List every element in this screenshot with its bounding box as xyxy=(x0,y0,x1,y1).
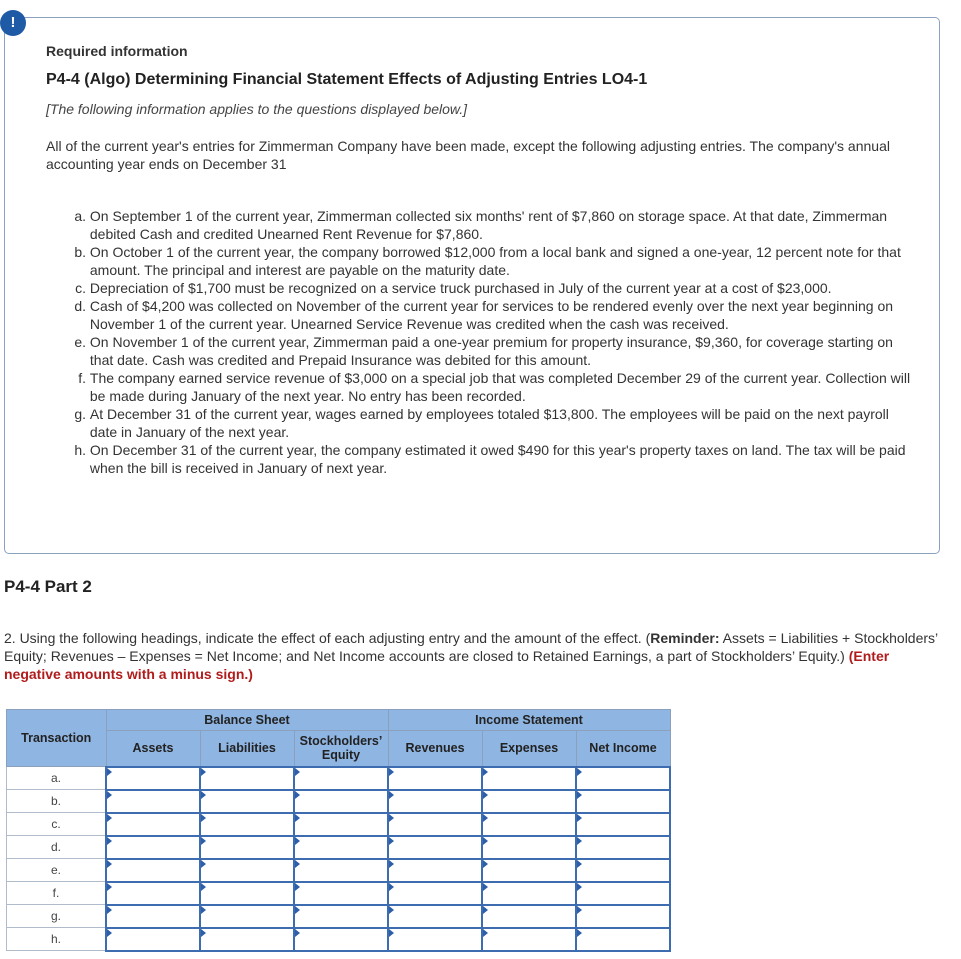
revenues-input[interactable] xyxy=(388,859,482,882)
liabilities-input[interactable] xyxy=(200,859,294,882)
row-label: a. xyxy=(7,767,107,790)
assets-input[interactable] xyxy=(106,836,200,859)
liabilities-input[interactable] xyxy=(200,928,294,951)
net-income-input[interactable] xyxy=(576,790,670,813)
equity-input[interactable] xyxy=(294,928,388,951)
required-info-label: Required information xyxy=(46,43,188,59)
expenses-input[interactable] xyxy=(482,767,576,790)
expenses-input[interactable] xyxy=(482,790,576,813)
table-row xyxy=(7,928,671,951)
list-item: c. Depreciation of $1,700 must be recognized on a service truck purchased in July of the current year at a cost of $23,000. xyxy=(75,280,832,296)
equity-input[interactable] xyxy=(294,836,388,859)
assets-input[interactable] xyxy=(106,790,200,813)
row-label: h. xyxy=(7,928,107,951)
question-text: 2. Using the following headings, indicate the effect of each adjusting entry and the amount of the effect. (Reminder: Assets = Liabilities + Stockholders’ Equity; Revenues – Expenses = Net Income; and Net Income accounts are closed to Retained Earnings, a part of Stockholders’ Equity.) (Enter negative amounts with a minus sign.) xyxy=(4,630,938,682)
group-balance-sheet: Balance Sheet xyxy=(106,710,388,731)
applies-note: [The following information applies to the questions displayed below.] xyxy=(46,101,468,117)
table-row xyxy=(7,813,671,836)
assets-input[interactable] xyxy=(106,928,200,951)
equity-input[interactable] xyxy=(294,767,388,790)
assets-input[interactable] xyxy=(106,905,200,928)
table-row xyxy=(7,767,671,790)
liabilities-input[interactable] xyxy=(200,882,294,905)
net-income-input[interactable] xyxy=(576,859,670,882)
assets-input[interactable] xyxy=(106,767,200,790)
col-transaction: Transaction xyxy=(7,710,107,767)
equity-input[interactable] xyxy=(294,905,388,928)
list-item: d. Cash of $4,200 was collected on November of the current year for services to be rendered evenly over the next year beginning on November 1 of the current year. Unearned Service Revenue was credited when the cash was received. xyxy=(74,298,894,332)
list-item: f. The company earned service revenue of $3,000 on a special job that was completed December 29 of the current year. Collection will be made during January of the next year. No entry has been recorded. xyxy=(78,370,911,404)
liabilities-input[interactable] xyxy=(200,767,294,790)
net-income-input[interactable] xyxy=(576,905,670,928)
group-income-statement: Income Statement xyxy=(388,710,670,731)
revenues-input[interactable] xyxy=(388,767,482,790)
row-label: g. xyxy=(7,905,107,928)
expenses-input[interactable] xyxy=(482,836,576,859)
row-label: d. xyxy=(7,836,107,859)
list-item: e. On November 1 of the current year, Zimmerman paid a one-year premium for property insurance, $9,360, for coverage starting on that date. Cash was credited and Prepaid Insurance was debited for this amount. xyxy=(74,334,893,368)
adjusting-entries-list xyxy=(66,207,916,477)
net-income-input[interactable] xyxy=(576,813,670,836)
row-label: c. xyxy=(7,813,107,836)
col-net-income: Net Income xyxy=(576,731,670,767)
liabilities-input[interactable] xyxy=(200,813,294,836)
col-assets: Assets xyxy=(106,731,200,767)
liabilities-input[interactable] xyxy=(200,836,294,859)
net-income-input[interactable] xyxy=(576,836,670,859)
liabilities-input[interactable] xyxy=(200,790,294,813)
revenues-input[interactable] xyxy=(388,813,482,836)
part-title: P4-4 Part 2 xyxy=(4,577,92,596)
table-row xyxy=(7,790,671,813)
list-item: h. On December 31 of the current year, the company estimated it owed $490 for this year's property taxes on land. The tax will be paid when the bill is received in January of next year. xyxy=(74,442,906,476)
problem-intro: All of the current year's entries for Zimmerman Company have been made, except the following adjusting entries. The company's annual accounting year ends on December 31 xyxy=(46,138,890,172)
revenues-input[interactable] xyxy=(388,928,482,951)
equity-input[interactable] xyxy=(294,882,388,905)
net-income-input[interactable] xyxy=(576,882,670,905)
equity-input[interactable] xyxy=(294,859,388,882)
revenues-input[interactable] xyxy=(388,836,482,859)
liabilities-input[interactable] xyxy=(200,905,294,928)
revenues-input[interactable] xyxy=(388,882,482,905)
effects-table xyxy=(6,709,671,952)
equity-input[interactable] xyxy=(294,790,388,813)
table-row xyxy=(7,882,671,905)
col-expenses: Expenses xyxy=(482,731,576,767)
expenses-input[interactable] xyxy=(482,859,576,882)
row-label: f. xyxy=(7,882,107,905)
alert-icon: ! xyxy=(0,10,26,36)
col-liabilities: Liabilities xyxy=(200,731,294,767)
expenses-input[interactable] xyxy=(482,905,576,928)
row-label: b. xyxy=(7,790,107,813)
net-income-input[interactable] xyxy=(576,928,670,951)
assets-input[interactable] xyxy=(106,882,200,905)
list-item: b. On October 1 of the current year, the company borrowed $12,000 from a local bank and signed a one-year, 12 percent note for that amount. The principal and interest are payable on the maturity date. xyxy=(74,244,901,278)
expenses-input[interactable] xyxy=(482,882,576,905)
table-row xyxy=(7,859,671,882)
instruction-highlight: (Enter negative amounts with a minus sign.) xyxy=(4,648,890,682)
revenues-input[interactable] xyxy=(388,905,482,928)
col-stockholders-equity: Stockholders’ Equity xyxy=(294,731,388,767)
problem-title: P4-4 (Algo) Determining Financial Statement Effects of Adjusting Entries LO4-1 xyxy=(46,71,648,88)
list-item: a. On September 1 of the current year, Zimmerman collected six months' rent of $7,860 on storage space. At that date, Zimmerman debited Cash and credited Unearned Rent Revenue for $7,860. xyxy=(74,208,888,242)
col-revenues: Revenues xyxy=(388,731,482,767)
assets-input[interactable] xyxy=(106,813,200,836)
expenses-input[interactable] xyxy=(482,813,576,836)
list-item: g. At December 31 of the current year, wages earned by employees totaled $13,800. The employees will be paid on the next payroll date in January of the next year. xyxy=(74,406,889,440)
equity-input[interactable] xyxy=(294,813,388,836)
row-label: e. xyxy=(7,859,107,882)
revenues-input[interactable] xyxy=(388,790,482,813)
net-income-input[interactable] xyxy=(576,767,670,790)
assets-input[interactable] xyxy=(106,859,200,882)
expenses-input[interactable] xyxy=(482,928,576,951)
table-row xyxy=(7,836,671,859)
table-row xyxy=(7,905,671,928)
